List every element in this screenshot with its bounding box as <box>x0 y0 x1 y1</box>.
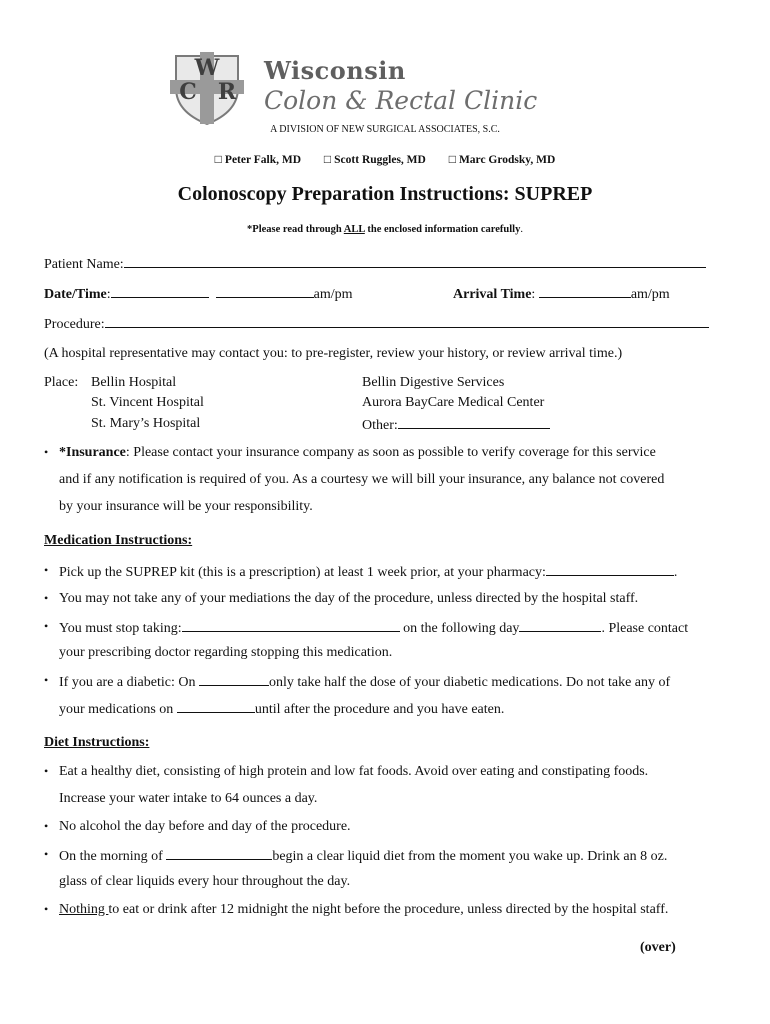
place-bellin-digestive: Bellin Digestive Services <box>362 375 505 390</box>
bullet-icon: • <box>44 902 49 916</box>
datetime-label: Date/Time <box>44 287 107 302</box>
patient-name-row <box>44 255 706 273</box>
medication-item-4-line2: your medications on until after the procedure and you have eaten. <box>59 702 505 717</box>
place-other-field[interactable] <box>398 416 550 429</box>
over-note: (over) <box>640 940 676 955</box>
medication-item-3: You must stop taking: on the following day . Please contact <box>59 621 689 636</box>
procedure-field[interactable] <box>105 315 709 328</box>
time-field[interactable] <box>216 285 314 298</box>
stop-medication-field[interactable] <box>182 619 400 632</box>
place-label: Place: <box>44 375 79 390</box>
diet-item-2: No alcohol the day before and day of the procedure. <box>59 819 351 834</box>
read-carefully-note: *Please read through ALL the enclosed information carefully. <box>247 224 523 235</box>
page-title: Colonoscopy Preparation Instructions: SUPREP <box>177 183 593 205</box>
stop-day-field[interactable] <box>519 619 601 632</box>
patient-name-field[interactable] <box>124 255 706 268</box>
doctor-falk[interactable]: □ Peter Falk, MD <box>214 152 302 166</box>
bullet-icon: • <box>44 619 49 633</box>
medication-item-4: If you are a diabetic: On only take half the dose of your diabetic medications. Do not take any of <box>59 675 671 690</box>
medication-item-2: You may not take any of your mediations the day of the procedure, unless directed by the hospital staff. <box>59 591 639 606</box>
bullet-icon: • <box>44 563 49 577</box>
medication-heading: Medication Instructions: <box>44 533 193 548</box>
clinic-logo <box>166 50 606 126</box>
date-field[interactable] <box>111 285 209 298</box>
insurance-line3: by your insurance will be your responsibility. <box>59 499 313 514</box>
bullet-icon: • <box>44 591 49 605</box>
bullet-icon: • <box>44 445 49 459</box>
arrival-time-field[interactable] <box>539 285 631 298</box>
diet-item-3-line2: glass of clear liquids every hour throughout the day. <box>59 874 351 889</box>
checkbox-icon[interactable]: □ <box>323 152 332 166</box>
medication-item-1: Pick up the SUPREP kit (this is a prescription) at least 1 week prior, at your pharmacy: . <box>59 565 678 580</box>
diet-heading: Diet Instructions: <box>44 735 150 750</box>
logo-letter-r: R <box>217 79 237 105</box>
logo-wisconsin: Wisconsin <box>264 56 406 85</box>
medication-item-3-line2: your prescribing doctor regarding stopping this medication. <box>59 645 393 660</box>
procedure-row <box>44 315 709 333</box>
place-other: Other: <box>362 416 550 434</box>
logo-letter-c: C <box>179 79 197 105</box>
diet-item-3: On the morning of begin a clear liquid diet from the moment you wake up. Drink an 8 oz. <box>59 849 668 864</box>
checkbox-icon[interactable]: □ <box>214 152 222 166</box>
hospital-contact-note: (A hospital representative may contact you: to pre-register, review your history, or review arrival time.) <box>44 346 623 361</box>
doctor-ruggles[interactable]: □ Scott Ruggles, MD <box>323 152 426 166</box>
insurance-line1: *Insurance: Please contact your insurance company as soon as possible to verify coverage for this service <box>59 445 656 460</box>
diet-item-1-line2: Increase your water intake to 64 ounces a day. <box>59 791 318 806</box>
diabetic-medication-day-field[interactable] <box>177 700 255 713</box>
bullet-icon: • <box>44 819 49 833</box>
place-aurora-baycare: Aurora BayCare Medical Center <box>362 395 545 410</box>
bullet-icon: • <box>44 673 49 687</box>
doctor-list <box>0 152 770 167</box>
diabetic-day-field[interactable] <box>199 673 269 686</box>
doctor-grodsky[interactable]: □ Marc Grodsky, MD <box>448 152 556 166</box>
pharmacy-field[interactable] <box>546 563 674 576</box>
patient-name-label: Patient Name: <box>44 257 124 272</box>
diet-item-4: Nothing to eat or drink after 12 midnight the night before the procedure, unless directed by the hospital staff. <box>59 902 669 917</box>
bullet-icon: • <box>44 764 49 778</box>
place-st-marys: St. Mary’s Hospital <box>91 416 201 431</box>
logo-letter-w: W <box>194 55 220 81</box>
datetime-row: Date/Time: am/pm <box>44 287 353 302</box>
procedure-label: Procedure: <box>44 317 105 332</box>
logo-colon-rectal-clinic: Colon & Rectal Clinic <box>264 86 538 115</box>
division-line: A DIVISION OF NEW SURGICAL ASSOCIATES, S.C. <box>270 124 500 135</box>
checkbox-icon[interactable]: □ <box>448 152 456 166</box>
diet-item-1: Eat a healthy diet, consisting of high protein and low fat foods. Avoid over eating and constipating foods. <box>59 764 649 779</box>
clear-liquid-day-field[interactable] <box>166 847 272 860</box>
place-st-vincent: St. Vincent Hospital <box>91 395 204 410</box>
wcr-shield-emblem <box>166 50 248 126</box>
arrival-time-row: Arrival Time: am/pm <box>453 287 670 302</box>
arrival-time-label: Arrival Time <box>453 287 532 302</box>
insurance-line2: and if any notification is required of you. As a courtesy we will bill your insurance, any balance not covered <box>59 472 665 487</box>
bullet-icon: • <box>44 847 49 861</box>
place-bellin-hospital: Bellin Hospital <box>91 375 177 390</box>
